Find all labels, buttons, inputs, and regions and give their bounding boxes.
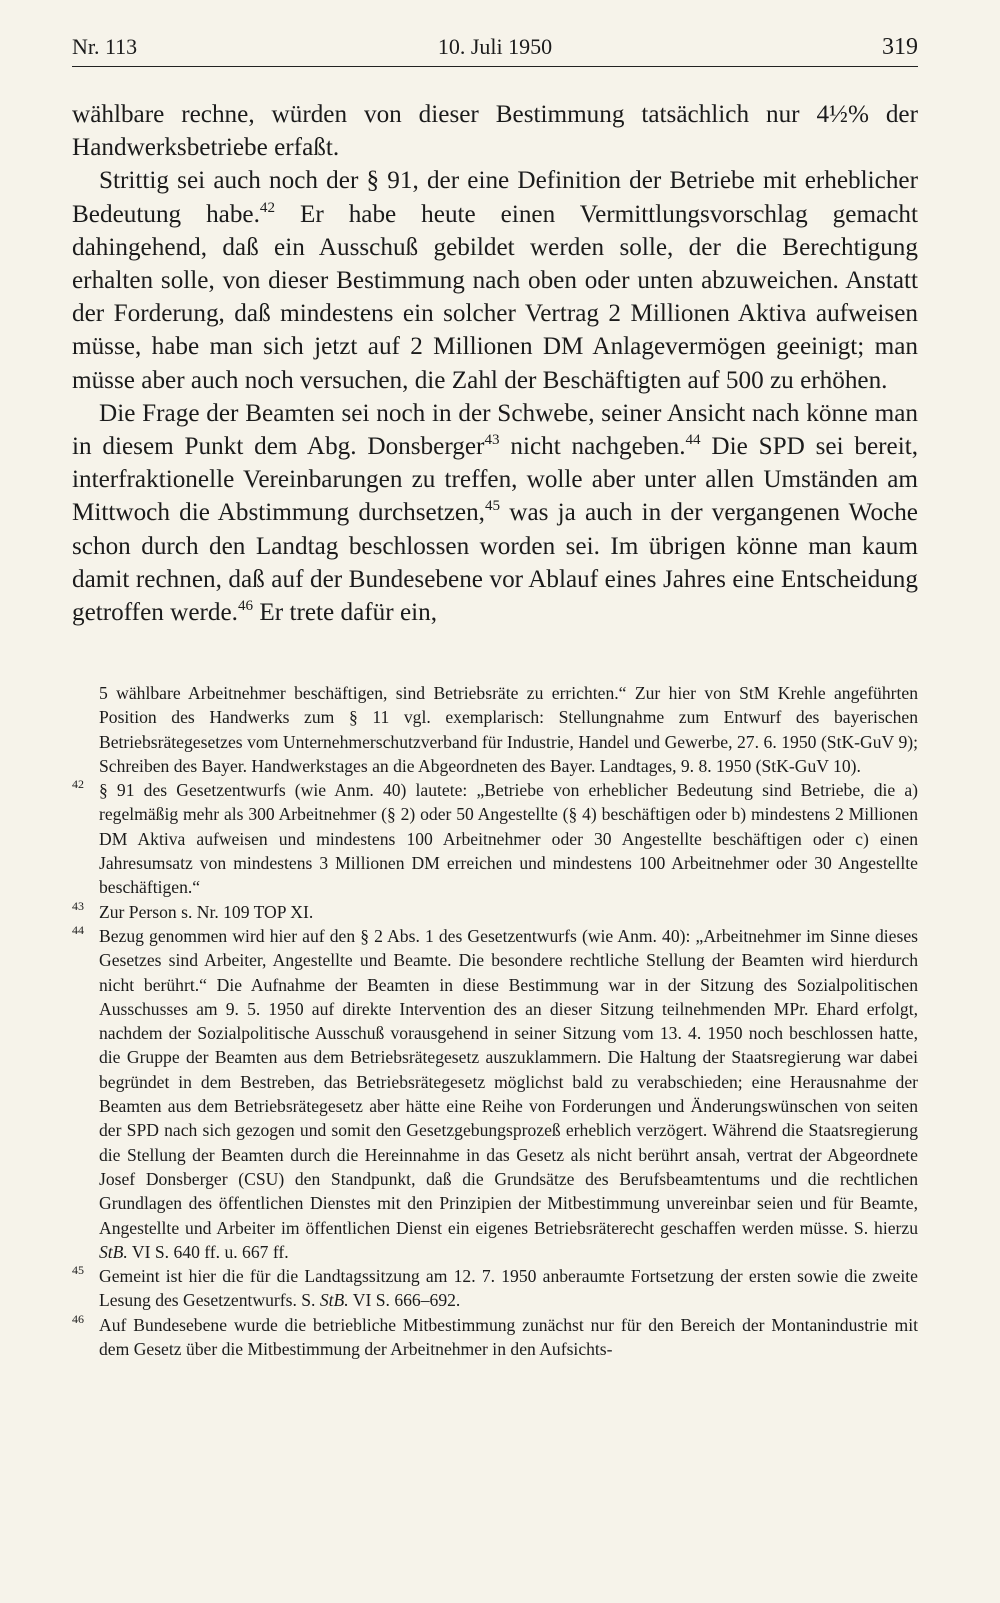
footnote-ref[interactable]: 43 — [484, 432, 500, 449]
footnote-44: 44 Bezug genommen wird hier auf den § 2 Abs. 1 des Gesetzentwurfs (wie Anm. 40): „Arbeitnehmer im Sinne dieses Gesetzes sind Arbeiter, Angestellte und Beamte. Die besondere rechtliche Stellung der Beamten wird hierdurch nicht berührt.“ Die Aufnahme der Beamten in diese Bestimmung war in der Sitzung des Sozialpolitischen Ausschusses am 9. 5. 1950 auf direkte Intervention des an dieser Sitzung teilnehmenden MPr. Ehard erfolgt, nachdem der Sozialpolitische Ausschuß vorausgehend in seiner Sitzung vom 13. 4. 1950 noch beschlossen hatte, die Gruppe der Beamten aus dem Betriebsrätegesetz auszuklammern. Die Haltung der Staatsregierung war dabei begründet in dem Bestreben, das Betriebsrätegesetz möglichst bald zu verabschieden; eine Herausnahme der Beamten aus dem Betriebsrätegesetz aber hätte eine Reihe von Forderungen und Änderungswünschen von seiten der SPD nach sich gezogen und somit den Gesetzgebungsprozeß erheblich verzögert. Während die Staatsregierung die Stellung der Beamten durch die Hereinnahme in das Gesetz als nicht berührt ansah, vertrat der Abgeordnete Josef Donsberger (CSU) den Standpunkt, daß die Grundsätze des Berufsbeamtentums und die rechtlichen Grundlagen des öffentlichen Dienstes mit den Prinzipien der Mitbestimmung unvereinbar seien und für Beamte, Angestellte und Arbeiter im öffentlichen Dienst ein eigenes Betriebsräterecht geschaffen werden müsse. S. hierzu StB. VI S. 640 ff. u. 667 ff. — [72, 922, 918, 1262]
page-number: 319 — [882, 34, 918, 60]
footnote-number: 42 — [72, 777, 84, 792]
footnote-number: 46 — [72, 1311, 84, 1326]
footnote-46: 46 Auf Bundesebene wurde die betriebliche Mitbestimmung zunächst nur für den Bereich der Montanindustrie mit dem Gesetz über die Mitbestimmung der Arbeitnehmer in den Aufsichts- — [72, 1311, 918, 1360]
footnote-number: 43 — [72, 898, 84, 913]
footnote-continued: 5 wählbare Arbeitnehmer beschäftigen, sind Betriebsräte zu errichten.“ Zur hier von StM Krehle angeführten Position des Handwerks zum § 11 vgl. exemplarisch: Stellungnahme zum Entwurf des bayerischen Betriebsrätegesetzes vom Unternehmerschutzverband für Industrie, Handel und Gewerbe, 27. 6. 1950 (StK-GuV 9); Schreiben des Bayer. Handwerkstages an die Abgeordneten des Bayer. Landtages, 9. 8. 1950 (StK-GuV 10). — [99, 683, 918, 776]
footnote-45: 45 Gemeint ist hier die für die Landtagssitzung am 12. 7. 1950 anberaumte Fortsetzung der ersten sowie die zweite Lesung des Gesetzentwurfs. S. StB. VI S. 666–692. — [72, 1263, 918, 1311]
footnote-ref[interactable]: 45 — [484, 498, 501, 515]
footnote-number: 44 — [72, 922, 84, 937]
footnote-ref[interactable]: 44 — [685, 432, 701, 449]
footnote-number: 45 — [72, 1263, 84, 1278]
footnote-43: 43 Zur Person s. Nr. 109 TOP XI. — [72, 898, 314, 922]
paragraph: Die Frage der Beamten sei noch in der Schwebe, seiner Ansicht nach könne man in diesem Punkt dem Abg. Donsberger$^{43}$ nicht nachgeben.$^{44}$ Die SPD sei bereit, interfraktionelle Vereinbarungen zu treffen, wolle aber unter allen Umständen am Mittwoch die Abstimmung durchsetzen,$^{45}$ was ja auch in der vergangenen Woche schon durch den Landtag beschlossen worden sei. Im übrigen könne man kaum damit rechnen, daß auf der Bundesebene vor Ablauf eines Jahres eine Entscheidung getroffen werde.$^{46}$ Er trete dafür ein, — [72, 399, 918, 627]
paragraph: wählbare rechne, würden von dieser Bestimmung tatsächlich nur 4½% der Handwerksbetriebe erfaßt. — [72, 101, 918, 162]
header-date: 10. Juli 1950 — [437, 34, 553, 59]
footnote-ref[interactable]: 46 — [237, 598, 254, 615]
paragraph: Strittig sei auch noch der § 91, der eine Definition der Betriebe mit erheblicher Bedeutung habe.$^{42}$ Er habe heute einen Vermittlungsvorschlag gemacht dahingehend, daß ein Ausschuß gebildet werden solle, der die Berechtigung erhalten solle, von dieser Bestimmung nach oben oder unten abzuweichen. Anstatt der Forderung, daß mindestens ein solcher Vertrag 2 Millionen Aktiva aufweisen müsse, habe man sich jetzt auf 2 Millionen DM Anlagevermögen geeinigt; man müsse aber auch noch versuchen, die Zahl der Beschäftigten auf 500 zu erhöhen. — [72, 167, 919, 394]
document-number: Nr. 113 — [72, 34, 138, 59]
main-text — [72, 98, 918, 629]
footnote-ref[interactable]: 42 — [259, 199, 276, 216]
footnotes — [72, 681, 918, 1361]
page-header — [72, 30, 918, 67]
footnote-42: 42 § 91 des Gesetzentwurfs (wie Anm. 40) lautete: „Betriebe von erheblicher Bedeutung sind Betriebe, die a) regelmäßig mehr als 300 Arbeitnehmer (§ 2) oder 50 Angestellte (§ 4) beschäftigen oder b) mindestens 2 Millionen DM Aktiva aufweisen und mindestens 100 Arbeitnehmer oder 30 Angestellte beschäftigen oder c) einen Jahresumsatz von mindestens 3 Millionen DM erreichen und mindestens 100 Arbeitnehmer oder 30 Angestellte beschäftigen.“ — [72, 777, 918, 898]
